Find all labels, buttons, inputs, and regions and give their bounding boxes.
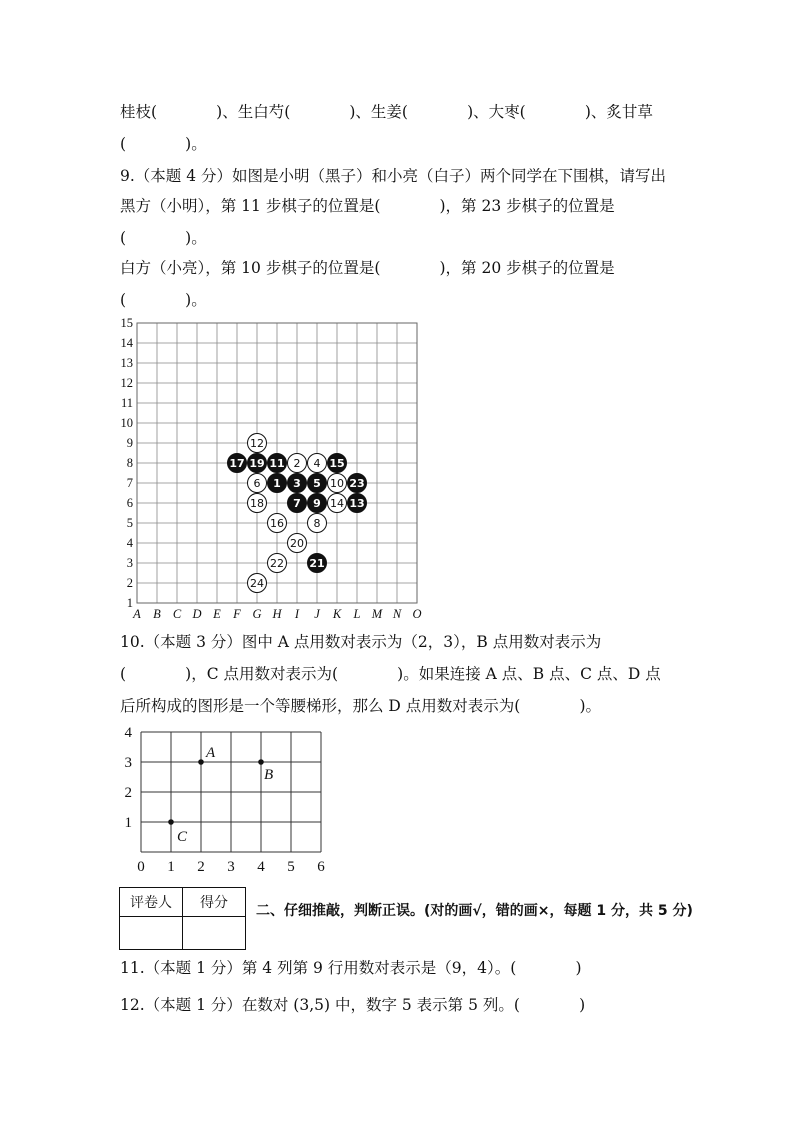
coord-x-label: 3 [227, 859, 235, 875]
q10-line-2: ( )，C 点用数对表示为( )。如果连接 A 点、B 点、C 点、D 点 [120, 665, 661, 683]
go-stone-white [308, 514, 327, 533]
go-stone-black [328, 454, 347, 473]
go-stone-number: 7 [293, 497, 301, 510]
go-x-label: D [192, 607, 202, 621]
go-x-label: G [252, 607, 262, 621]
go-stone-black [228, 454, 247, 473]
coordinate-grid-figure [118, 726, 338, 878]
go-stone-number: 10 [330, 477, 344, 490]
score-box-score-cell[interactable] [183, 917, 246, 950]
go-y-label: 8 [126, 456, 133, 470]
go-y-label: 6 [126, 496, 133, 510]
go-x-label: M [371, 607, 383, 621]
go-stone-number: 4 [313, 457, 321, 470]
go-stone-black [288, 474, 307, 493]
go-stone-black [248, 454, 267, 473]
go-stone-black [268, 474, 287, 493]
go-stone-number: 16 [270, 517, 284, 530]
go-stone-number: 17 [229, 457, 245, 470]
go-x-label: O [412, 607, 422, 621]
go-stone-white [288, 454, 307, 473]
go-stone-black [348, 494, 367, 513]
q9-line-1: 9.（本题 4 分）如图是小明（黑子）和小亮（白子）两个同学在下围棋，请写出 [120, 167, 667, 185]
go-stone-white [308, 454, 327, 473]
coord-point-A [198, 759, 204, 765]
q8-line-2: ( )。 [120, 135, 207, 153]
q9-line-2: 黑方（小明），第 11 步棋子的位置是( )，第 23 步棋子的位置是 [120, 197, 615, 215]
q10-line-3: 后所构成的图形是一个等腰梯形，那么 D 点用数对表示为( )。 [120, 697, 602, 715]
go-y-label: 7 [126, 476, 133, 490]
coord-x-label: 2 [197, 859, 205, 875]
go-board-x-labels [132, 607, 421, 621]
coord-y-label: 3 [124, 755, 132, 771]
go-x-label: N [392, 607, 402, 621]
go-y-label: 10 [120, 416, 133, 430]
go-stone-number: 11 [269, 457, 285, 470]
coord-y-label: 4 [124, 726, 132, 741]
go-stone-number: 8 [313, 517, 321, 530]
go-y-label: 9 [126, 436, 133, 450]
go-x-label: J [314, 607, 320, 621]
coord-x-label: 1 [167, 859, 175, 875]
coord-point-label: A [206, 745, 216, 761]
go-stone-number: 1 [273, 477, 281, 490]
coord-point-C [168, 819, 174, 825]
go-x-label: F [233, 607, 241, 621]
coord-x-label: 5 [287, 859, 295, 875]
go-y-label: 12 [120, 376, 133, 390]
go-y-label: 4 [126, 536, 133, 550]
go-stone-white [248, 474, 267, 493]
go-board-figure [110, 312, 430, 624]
go-stone-white [268, 514, 287, 533]
go-x-label: K [332, 607, 342, 621]
go-y-label: 3 [126, 556, 133, 570]
go-stone-number: 20 [290, 537, 304, 550]
go-y-label: 14 [120, 336, 133, 350]
go-stone-number: 6 [253, 477, 261, 490]
go-stone-number: 15 [329, 457, 345, 470]
score-box-grader-label: 评卷人 [120, 888, 183, 917]
go-stone-number: 14 [330, 497, 344, 510]
coord-point-label: B [264, 767, 274, 783]
go-x-label: L [353, 607, 361, 621]
coordinate-grid-lines [141, 732, 321, 852]
go-stone-black [308, 494, 327, 513]
go-stone-black [288, 494, 307, 513]
coord-x-label: 4 [257, 859, 265, 875]
score-box-grader-cell[interactable] [120, 917, 183, 950]
q10-line-1: 10.（本题 3 分）图中 A 点用数对表示为（2，3），B 点用数对表示为 [120, 633, 602, 651]
go-stone-white [288, 534, 307, 553]
go-stone-number: 19 [249, 457, 265, 470]
go-stone-number: 24 [250, 577, 264, 590]
go-y-label: 5 [126, 516, 133, 530]
coordinate-grid-x-labels [137, 859, 325, 875]
go-stone-number: 18 [250, 497, 264, 510]
go-y-label: 15 [120, 316, 133, 330]
go-stone-number: 2 [293, 457, 301, 470]
q9-line-3: ( )。 [120, 229, 207, 247]
go-stone-white [248, 434, 267, 453]
coord-y-label: 1 [124, 815, 132, 831]
q11-text: 11.（本题 1 分）第 4 列第 9 行用数对表示是（9，4）。( ) [120, 959, 582, 977]
go-stone-white [248, 494, 267, 513]
q12-text: 12.（本题 1 分）在数对 (3,5) 中，数字 5 表示第 5 列。( ) [120, 996, 586, 1014]
coord-x-label: 6 [317, 859, 325, 875]
coordinate-grid-points [168, 745, 273, 845]
go-stone-black [268, 454, 287, 473]
q9-line-4: 白方（小亮），第 10 步棋子的位置是( )，第 20 步棋子的位置是 [120, 259, 615, 277]
go-stone-white [268, 554, 287, 573]
go-stone-number: 5 [313, 477, 321, 490]
go-x-label: A [133, 607, 141, 621]
go-y-label: 13 [120, 356, 133, 370]
coord-y-label: 2 [124, 785, 132, 801]
go-stone-white [248, 574, 267, 593]
coord-x-label: 0 [137, 859, 145, 875]
go-x-label: C [172, 607, 182, 621]
go-stone-number: 22 [270, 557, 284, 570]
go-stone-white [328, 494, 347, 513]
go-stone-number: 23 [349, 477, 365, 490]
score-box-score-label: 得分 [183, 888, 246, 917]
go-stone-black [348, 474, 367, 493]
go-y-label: 11 [120, 396, 133, 410]
go-x-label: I [294, 607, 300, 621]
go-x-label: B [153, 607, 161, 621]
go-x-label: H [272, 607, 282, 621]
go-stone-number: 12 [250, 437, 264, 450]
go-board-y-labels [121, 316, 134, 610]
section-2-title: 二、仔细推敲，判断正误。(对的画√，错的画×，每题 1 分，共 5 分) [256, 903, 693, 919]
go-x-label: E [213, 607, 221, 621]
go-stone-white [328, 474, 347, 493]
go-y-label: 1 [126, 596, 133, 610]
q9-line-5: ( )。 [120, 291, 207, 309]
score-box [119, 887, 246, 950]
go-stone-black [308, 554, 327, 573]
go-stone-black [308, 474, 327, 493]
go-stone-number: 3 [293, 477, 301, 490]
coordinate-grid-y-labels [125, 726, 133, 831]
q8-line-1: 桂枝( )、生白芍( )、生姜( )、大枣( )、炙甘草 [120, 103, 653, 121]
go-stone-number: 13 [349, 497, 365, 510]
go-stone-number: 21 [309, 557, 325, 570]
coord-point-B [258, 759, 264, 765]
coord-point-label: C [177, 829, 188, 845]
go-stone-number: 9 [313, 497, 321, 510]
go-y-label: 2 [126, 576, 133, 590]
